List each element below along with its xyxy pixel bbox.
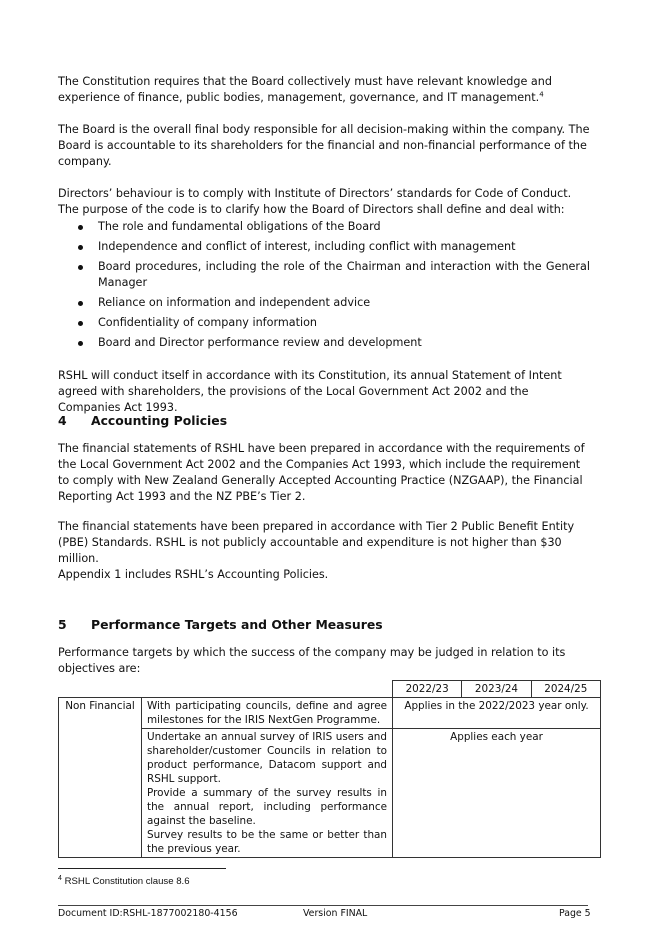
constitution-text: The Constitution requires that the Board collectively must have relevant knowledge and experience of finance, public bodies, management, governance, and IT management.: [58, 75, 552, 104]
description-cell: With participating councils, define and agree milestones for the IRIS NextGen Programme.: [142, 698, 393, 729]
year-header: 2023/24: [462, 681, 531, 698]
footer-divider: [58, 905, 588, 906]
appendix-paragraph: Appendix 1 includes RSHL’s Accounting Policies.: [58, 568, 329, 581]
section-number: 4: [58, 413, 67, 428]
section-5-heading: [58, 617, 383, 633]
bullet-icon: [78, 245, 83, 250]
footer-version: Version FINAL: [303, 908, 368, 919]
footnote-text: RSHL Constitution clause 8.6: [61, 876, 190, 887]
list-item-text: Confidentiality of company information: [98, 316, 318, 329]
list-item: [58, 239, 590, 255]
bullet-icon: [78, 225, 83, 230]
footer-document-id: Document ID:RSHL-1877002180-4156: [58, 908, 238, 919]
tier2-paragraph: The financial statements have been prepared in accordance with Tier 2 Public Benefit Entity (PBE) Standards. RSHL is not publicly accountable and expenditure is not higher than $30 million.: [58, 520, 575, 565]
list-item: [58, 219, 590, 235]
list-item: [58, 315, 590, 331]
financial-statements-paragraph: The financial statements of RSHL have been prepared in accordance with the requirements of the Local Government Act 2002 and the Companies Act 1993, which include the requirement to comply with New Zealand Generally Accepted Accounting Practice (NZGAAP), the Financial Reporting Act 1993 and the NZ PBE’s Tier 2.: [58, 442, 585, 503]
board-code-list: [58, 219, 590, 355]
description-line: Provide a summary of the survey results in the annual report, including performance against the baseline.: [147, 787, 387, 827]
bullet-icon: [78, 265, 83, 270]
applies-cell: Applies in the 2022/2023 year only.: [393, 698, 601, 729]
bullet-icon: [78, 321, 83, 326]
section-4-heading: [58, 413, 227, 429]
header-blank-cell: [59, 681, 393, 698]
list-item-text: Reliance on information and independent advice: [98, 296, 371, 309]
section-title: Accounting Policies: [91, 413, 228, 428]
section-title: Performance Targets and Other Measures: [91, 617, 383, 632]
footnote-reference[interactable]: 4: [539, 90, 544, 99]
section-number: 5: [58, 617, 67, 632]
description-cell: [142, 729, 393, 858]
performance-targets-table: [58, 680, 601, 858]
category-cell: Non Financial: [59, 698, 142, 729]
table-header-row: [59, 681, 601, 698]
directors-behaviour-paragraph: Directors’ behaviour is to comply with Institute of Directors’ standards for Code of Conduct. The purpose of the code is to clarify how the Board of Directors shall define and deal with:: [58, 187, 572, 216]
performance-intro-paragraph: Performance targets by which the success of the company may be judged in relation to its objectives are:: [58, 646, 566, 675]
list-item: [58, 295, 590, 311]
constitution-paragraph: [58, 74, 590, 106]
applies-cell: Applies each year: [393, 729, 601, 858]
bullet-icon: [78, 301, 83, 306]
footnote-divider: [58, 868, 226, 869]
board-responsibility-paragraph: The Board is the overall final body responsible for all decision-making within the company. The Board is accountable to its shareholders for the financial and non-financial performance of the company.: [58, 123, 590, 168]
list-item-text: Board procedures, including the role of the Chairman and interaction with the General Manager: [98, 260, 590, 289]
footer-page-number: Page 5: [559, 908, 591, 919]
category-cell-continued: [59, 729, 142, 858]
bullet-icon: [78, 341, 83, 346]
table-row: [59, 698, 601, 729]
description-line: Undertake an annual survey of IRIS users and shareholder/customer Councils in relation to product performance, Datacom support and RSHL support.: [147, 731, 387, 785]
table-row: [59, 729, 601, 858]
year-header: 2022/23: [393, 681, 462, 698]
footnote-number: 4: [58, 874, 62, 882]
list-item-text: Independence and conflict of interest, including conflict with management: [98, 240, 516, 253]
list-item-text: Board and Director performance review and development: [98, 336, 422, 349]
year-header: 2024/25: [531, 681, 600, 698]
list-item: [58, 335, 590, 351]
rshl-conduct-paragraph: RSHL will conduct itself in accordance with its Constitution, its annual Statement of Intent agreed with shareholders, the provisions of the Local Government Act 2002 and the Companies Act 1993.: [58, 369, 562, 414]
footnote: [58, 876, 190, 888]
description-line: Survey results to be the same or better than the previous year.: [147, 829, 387, 855]
list-item: [58, 259, 590, 291]
list-item-text: The role and fundamental obligations of the Board: [98, 220, 381, 233]
